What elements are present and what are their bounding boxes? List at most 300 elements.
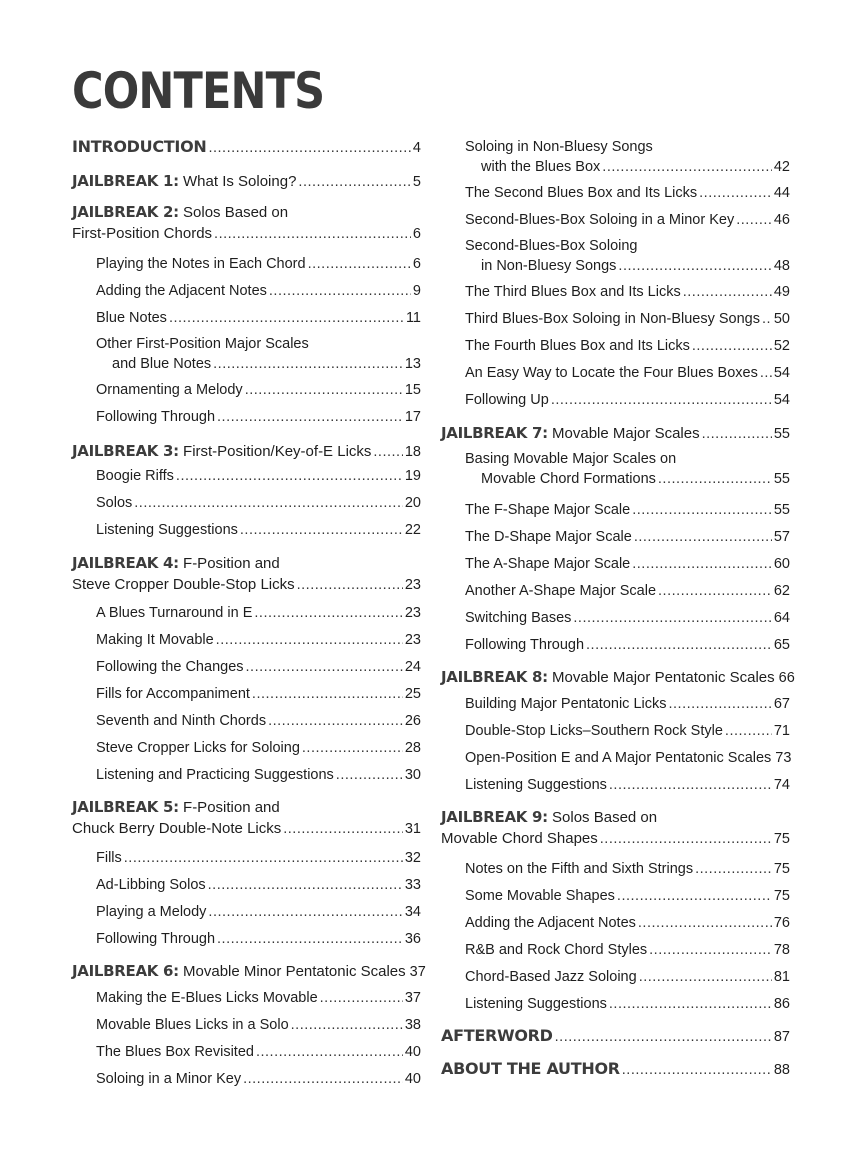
toc-entry-title: Second-Blues-Box Soloing in a Minor Key <box>465 212 735 228</box>
toc-entry-title: First-Position Chords <box>72 225 213 242</box>
toc-entry-row <box>72 442 421 460</box>
toc-entry-row <box>465 556 790 572</box>
toc-entry-row <box>96 382 421 398</box>
chapter-label: INTRODUCTION <box>72 137 207 156</box>
toc-entry-title: The Fourth Blues Box and Its Licks <box>465 338 690 354</box>
toc-entry-row <box>465 915 790 931</box>
toc-entry-title: Following Up <box>465 392 549 408</box>
toc-entry-title: Double-Stop Licks–Southern Rock Style <box>465 723 723 739</box>
dot-leader <box>683 284 772 300</box>
toc-entry-title: Making the E-Blues Licks Movable <box>96 990 318 1006</box>
page-number: 11 <box>405 310 421 326</box>
toc-entry-title: Third Blues-Box Soloing in Non-Bluesy Songs <box>465 311 760 327</box>
toc-entry-row <box>465 610 790 626</box>
dot-leader <box>308 256 411 272</box>
toc-entry-row <box>96 767 421 783</box>
toc-subentry <box>96 605 421 621</box>
toc-entry-title: Ad-Libbing Solos <box>96 877 206 893</box>
toc-subentry <box>96 310 421 326</box>
toc-entry-title: The Second Blues Box and Its Licks <box>465 185 698 201</box>
dot-leader <box>586 637 772 653</box>
chapter-label: JAILBREAK 9: <box>441 808 548 826</box>
dot-leader <box>208 904 402 920</box>
page-number: 46 <box>773 212 790 228</box>
page-number: 9 <box>412 283 421 299</box>
toc-subentry <box>465 311 790 327</box>
page-number: 75 <box>773 888 790 904</box>
page-number: 76 <box>773 915 790 931</box>
toc-entry-title: Some Movable Shapes <box>465 888 615 904</box>
page-number: 19 <box>404 468 421 484</box>
toc-entry-title: Steve Cropper Licks for Soloing <box>96 740 300 756</box>
toc-subentry <box>96 382 421 398</box>
toc-entry-first-line <box>72 798 421 816</box>
toc-entry-title: Following Through <box>96 931 216 947</box>
toc-entry-row <box>96 310 421 326</box>
toc-entry-title: Listening Suggestions <box>465 996 607 1012</box>
toc-entry-row <box>441 668 795 686</box>
page-number: 75 <box>773 831 790 847</box>
toc-subentry <box>465 723 790 739</box>
page-number: 23 <box>404 605 421 621</box>
toc-subentry <box>96 877 421 893</box>
toc-subentry <box>465 996 790 1012</box>
dot-leader <box>762 311 772 327</box>
dot-leader <box>618 258 771 274</box>
page-number: 62 <box>773 583 790 599</box>
toc-entry-row <box>465 311 790 327</box>
toc-subentry <box>96 990 421 1006</box>
dot-leader <box>268 713 403 729</box>
toc-entry-row <box>96 877 421 893</box>
toc-entry-row <box>96 1044 421 1060</box>
toc-entry-title: Boogie Riffs <box>96 468 174 484</box>
dot-leader <box>320 990 403 1006</box>
dot-leader <box>297 577 403 593</box>
toc-chapter-entry <box>441 668 795 686</box>
toc-entry-title: Following Through <box>465 637 585 653</box>
dot-leader <box>699 185 772 201</box>
toc-entry-title: Chord-Based Jazz Soloing <box>465 969 637 985</box>
toc-entry-title: Fills for Accompaniment <box>96 686 250 702</box>
toc-subentry <box>465 212 790 228</box>
toc-entry-title: Following the Changes <box>96 659 244 675</box>
page-number: 42 <box>773 159 790 175</box>
toc-entry-row <box>465 159 790 175</box>
toc-entry-first-line <box>465 238 790 254</box>
toc-entry-row <box>96 990 421 1006</box>
toc-entry-title: Movable Minor Pentatonic Scales <box>178 963 406 980</box>
toc-entry-row <box>96 632 421 648</box>
toc-entry-title: Adding the Adjacent Notes <box>96 283 267 299</box>
toc-subentry <box>96 931 421 947</box>
dot-leader <box>243 1071 403 1087</box>
chapter-label: JAILBREAK 2: <box>72 203 179 221</box>
page-number: 49 <box>773 284 790 300</box>
toc-entry-row <box>96 356 421 372</box>
dot-leader <box>283 821 403 837</box>
toc-entry-title: Notes on the Fifth and Sixth Strings <box>465 861 694 877</box>
toc-entry-row <box>96 522 421 538</box>
toc-entry-first-line <box>465 139 790 155</box>
toc-subentry <box>465 861 790 877</box>
toc-entry-title: Making It Movable <box>96 632 214 648</box>
dot-leader <box>702 426 772 442</box>
toc-entry-title: The F-Shape Major Scale <box>465 502 631 518</box>
dot-leader <box>252 686 403 702</box>
toc-entry-row <box>465 502 790 518</box>
toc-subentry <box>465 969 790 985</box>
dot-leader <box>551 392 772 408</box>
dot-leader <box>240 522 403 538</box>
page-number: 32 <box>404 850 421 866</box>
toc-entry-row <box>96 468 421 484</box>
dot-leader <box>176 468 403 484</box>
toc-entry-row <box>465 996 790 1012</box>
toc-subentry <box>96 409 421 425</box>
toc-entry-row <box>465 777 790 793</box>
page-number: 38 <box>404 1017 421 1033</box>
toc-subentry <box>96 850 421 866</box>
page-number: 25 <box>404 686 421 702</box>
toc-subentry <box>465 556 790 572</box>
toc-entry-row <box>465 258 790 274</box>
toc-entry-row <box>96 931 421 947</box>
toc-chapter-entry <box>72 798 421 837</box>
page-number: 37 <box>404 990 421 1006</box>
page-number: 37 <box>409 964 426 980</box>
dot-leader <box>298 174 411 190</box>
chapter-label: JAILBREAK 8: <box>441 668 548 686</box>
page-number: 33 <box>404 877 421 893</box>
dot-leader <box>632 502 772 518</box>
page-number: 34 <box>404 904 421 920</box>
page-number: 5 <box>412 174 421 190</box>
toc-entry-title: Switching Bases <box>465 610 572 626</box>
toc-entry-row <box>465 583 790 599</box>
toc-entry-text: F-Position and <box>178 555 280 572</box>
toc-chapter-entry <box>441 424 790 442</box>
toc-entry-row <box>72 820 421 837</box>
toc-subentry <box>96 256 421 272</box>
toc-subentry <box>465 777 790 793</box>
toc-entry-row <box>465 338 790 354</box>
page-number: 71 <box>773 723 790 739</box>
dot-leader <box>600 831 772 847</box>
page-number: 78 <box>773 942 790 958</box>
toc-entry-row <box>441 1059 790 1078</box>
toc-subentry <box>465 392 790 408</box>
toc-entry-title: in Non-Bluesy Songs <box>481 258 617 274</box>
dot-leader <box>602 159 772 175</box>
dot-leader <box>246 659 403 675</box>
toc-chapter-entry <box>72 172 421 190</box>
toc-subentry <box>96 283 421 299</box>
toc-subentry <box>465 696 790 712</box>
chapter-label: JAILBREAK 3: <box>72 442 179 460</box>
page-number: 57 <box>773 529 790 545</box>
page-number: 65 <box>773 637 790 653</box>
chapter-label: JAILBREAK 6: <box>72 962 179 980</box>
dot-leader <box>609 777 772 793</box>
toc-entry-row <box>72 172 421 190</box>
toc-entry-row <box>96 904 421 920</box>
toc-entry-title: and Blue Notes <box>112 356 212 372</box>
dot-leader <box>692 338 772 354</box>
toc-entry-title: The Third Blues Box and Its Licks <box>465 284 681 300</box>
toc-entry-row <box>96 713 421 729</box>
dot-leader <box>622 1062 772 1078</box>
toc-entry-row <box>465 942 790 958</box>
toc-entry-title: Movable Chord Formations <box>481 471 656 487</box>
toc-subentry <box>465 637 790 653</box>
toc-subentry <box>96 336 421 372</box>
page-number: 20 <box>404 495 421 511</box>
toc-subentry <box>465 583 790 599</box>
toc-entry-row <box>465 471 790 487</box>
toc-entry-row <box>72 962 426 980</box>
toc-entry-title: A Blues Turnaround in E <box>96 605 253 621</box>
page-number: 67 <box>773 696 790 712</box>
toc-entry-title: Seventh and Ninth Chords <box>96 713 267 729</box>
toc-subentry <box>465 284 790 300</box>
page-number: 55 <box>773 426 790 442</box>
toc-entry-row <box>96 409 421 425</box>
page-number: 26 <box>404 713 421 729</box>
toc-entry-title: Following Through <box>96 409 216 425</box>
toc-entry-first-line <box>465 451 790 467</box>
toc-entry-title: The Blues Box Revisited <box>96 1044 254 1060</box>
toc-entry-row <box>465 365 790 381</box>
dot-leader <box>256 1044 403 1060</box>
toc-entry-row <box>441 1026 790 1045</box>
toc-entry-row <box>465 529 790 545</box>
dot-leader <box>217 409 403 425</box>
page-number: 74 <box>773 777 790 793</box>
page-number: 23 <box>404 577 421 593</box>
page-number: 73 <box>775 750 792 766</box>
page-number: 44 <box>773 185 790 201</box>
toc-entry-text: Solos Based on <box>178 204 289 221</box>
toc-entry-row <box>72 225 421 242</box>
toc-entry-title: Steve Cropper Double-Stop Licks <box>72 576 295 593</box>
toc-subentry <box>96 1071 421 1087</box>
toc-subentry <box>465 942 790 958</box>
dot-leader <box>695 861 772 877</box>
toc-subentry <box>96 686 421 702</box>
toc-entry-row <box>72 137 421 156</box>
toc-subentry <box>465 750 790 766</box>
dot-leader <box>617 888 772 904</box>
toc-entry-title: The D-Shape Major Scale <box>465 529 632 545</box>
dot-leader <box>736 212 772 228</box>
page-number: 81 <box>773 969 790 985</box>
toc-entry-text: Basing Movable Major Scales on <box>465 451 677 467</box>
page-number: 55 <box>773 471 790 487</box>
page-number: 23 <box>404 632 421 648</box>
toc-entry-title: Listening Suggestions <box>465 777 607 793</box>
toc-subentry <box>96 713 421 729</box>
toc-subentry <box>465 185 790 201</box>
chapter-label: AFTERWORD <box>441 1026 553 1045</box>
toc-entry-row <box>465 185 790 201</box>
toc-entry-row <box>465 284 790 300</box>
dot-leader <box>214 226 411 242</box>
dot-leader <box>639 969 772 985</box>
page-number: 4 <box>412 140 421 156</box>
toc-entry-title: Playing a Melody <box>96 904 207 920</box>
toc-chapter-entry <box>72 554 421 593</box>
toc-entry-row <box>96 850 421 866</box>
toc-entry-row <box>441 830 790 847</box>
page-number: 17 <box>404 409 421 425</box>
dot-leader <box>208 140 410 156</box>
page-number: 87 <box>773 1029 790 1045</box>
toc-entry-title: An Easy Way to Locate the Four Blues Boxes <box>465 365 758 381</box>
dot-leader <box>555 1029 772 1045</box>
toc-entry-row <box>465 723 790 739</box>
toc-entry-row <box>96 605 421 621</box>
dot-leader <box>208 877 403 893</box>
toc-chapter-entry <box>441 1059 790 1078</box>
page-number: 18 <box>404 444 421 460</box>
toc-chapter-entry <box>72 137 421 156</box>
toc-entry-title: Fills <box>96 850 122 866</box>
toc-entry-title: Movable Blues Licks in a Solo <box>96 1017 289 1033</box>
page-number: 52 <box>773 338 790 354</box>
toc-subentry <box>465 529 790 545</box>
page-number: 40 <box>404 1044 421 1060</box>
toc-entry-title: Movable Chord Shapes <box>441 830 598 847</box>
toc-chapter-entry <box>72 442 421 460</box>
toc-subentry <box>96 468 421 484</box>
toc-entry-title: Adding the Adjacent Notes <box>465 915 636 931</box>
toc-subentry <box>96 767 421 783</box>
toc-subentry <box>465 238 790 274</box>
toc-entry-row <box>96 495 421 511</box>
toc-chapter-entry <box>72 203 421 242</box>
toc-entry-title: Ornamenting a Melody <box>96 382 243 398</box>
page-number: 66 <box>778 670 795 686</box>
dot-leader <box>269 283 411 299</box>
dot-leader <box>302 740 403 756</box>
toc-entry-text: F-Position and <box>178 799 280 816</box>
page-number: 55 <box>773 502 790 518</box>
chapter-label: JAILBREAK 4: <box>72 554 179 572</box>
toc-entry-title: Playing the Notes in Each Chord <box>96 256 306 272</box>
toc-entry-title: with the Blues Box <box>481 159 601 175</box>
toc-subentry <box>96 659 421 675</box>
toc-subentry <box>96 495 421 511</box>
toc-subentry <box>96 1017 421 1033</box>
toc-entry-text: Second-Blues-Box Soloing <box>465 238 638 254</box>
page-number: 6 <box>412 256 421 272</box>
toc-entry-title: Movable Major Scales <box>547 425 700 442</box>
toc-subentry <box>96 522 421 538</box>
toc-entry-row <box>96 740 421 756</box>
dot-leader <box>169 310 404 326</box>
toc-entry-title: What Is Soloing? <box>178 173 297 190</box>
toc-entry-text: Soloing in Non-Bluesy Songs <box>465 139 653 155</box>
dot-leader <box>134 495 403 511</box>
page-number: 60 <box>773 556 790 572</box>
page-number: 22 <box>404 522 421 538</box>
dot-leader <box>638 915 772 931</box>
toc-entry-row <box>96 1071 421 1087</box>
dot-leader <box>124 850 403 866</box>
toc-entry-row <box>96 686 421 702</box>
dot-leader <box>291 1017 403 1033</box>
page-number: 31 <box>404 821 421 837</box>
toc-entry-title: Chuck Berry Double-Note Licks <box>72 820 282 837</box>
toc-entry-row <box>96 256 421 272</box>
page-number: 64 <box>773 610 790 626</box>
toc-entry-title: Blue Notes <box>96 310 167 326</box>
page-number: 30 <box>404 767 421 783</box>
chapter-label: JAILBREAK 1: <box>72 172 179 190</box>
chapter-label: ABOUT THE AUTHOR <box>441 1059 620 1078</box>
toc-entry-row <box>465 750 790 766</box>
chapter-label: JAILBREAK 5: <box>72 798 179 816</box>
toc-entry-row <box>441 424 790 442</box>
dot-leader <box>760 365 772 381</box>
toc-entry-title: Listening and Practicing Suggestions <box>96 767 334 783</box>
page-title: CONTENTS <box>72 62 325 120</box>
dot-leader <box>669 696 772 712</box>
toc-entry-title: Movable Major Pentatonic Scales <box>547 669 775 686</box>
page-number: 88 <box>773 1062 790 1078</box>
toc-subentry <box>96 740 421 756</box>
toc-subentry <box>465 451 790 487</box>
dot-leader <box>649 942 772 958</box>
toc-entry-row <box>465 969 790 985</box>
toc-entry-row <box>465 696 790 712</box>
toc-entry-title: Building Major Pentatonic Licks <box>465 696 667 712</box>
toc-chapter-entry <box>72 962 426 980</box>
dot-leader <box>245 382 403 398</box>
toc-entry-row <box>96 659 421 675</box>
toc-subentry <box>465 365 790 381</box>
dot-leader <box>632 556 772 572</box>
toc-entry-first-line <box>72 203 421 221</box>
toc-entry-first-line <box>441 808 790 826</box>
page-number: 24 <box>404 659 421 675</box>
toc-subentry <box>465 610 790 626</box>
toc-subentry <box>465 915 790 931</box>
toc-entry-row <box>465 861 790 877</box>
dot-leader <box>725 723 772 739</box>
dot-leader <box>213 356 403 372</box>
page-number: 48 <box>773 258 790 274</box>
page-number: 54 <box>773 365 790 381</box>
dot-leader <box>609 996 772 1012</box>
chapter-label: JAILBREAK 7: <box>441 424 548 442</box>
toc-entry-title: Another A-Shape Major Scale <box>465 583 657 599</box>
dot-leader <box>217 931 403 947</box>
toc-entry-first-line <box>96 336 421 352</box>
toc-subentry <box>465 139 790 175</box>
toc-entry-row <box>96 1017 421 1033</box>
page-number: 50 <box>773 311 790 327</box>
dot-leader <box>634 529 772 545</box>
toc-entry-title: The A-Shape Major Scale <box>465 556 631 572</box>
dot-leader <box>216 632 403 648</box>
toc-entry-text: Other First-Position Major Scales <box>96 336 309 352</box>
dot-leader <box>658 583 772 599</box>
toc-entry-row <box>465 212 790 228</box>
toc-entry-title: Solos <box>96 495 133 511</box>
toc-entry-title: Listening Suggestions <box>96 522 238 538</box>
